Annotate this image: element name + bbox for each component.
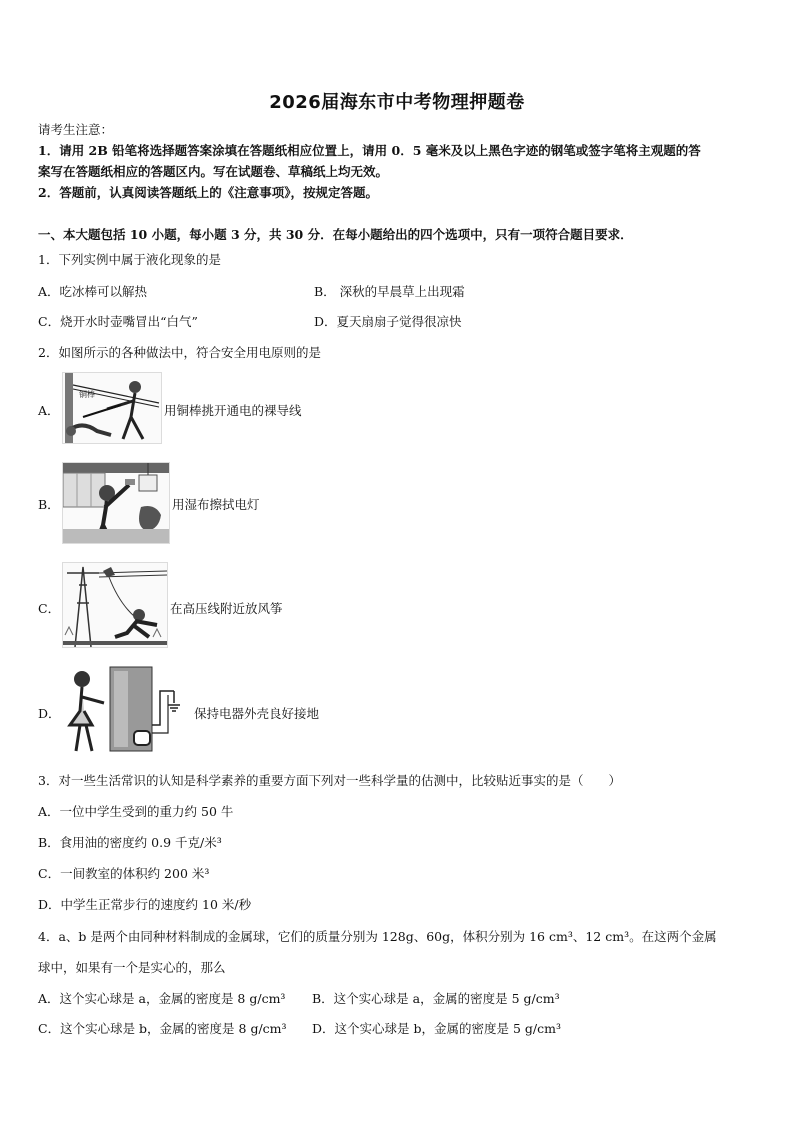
q4-stem-line-2: 球中，如果有一个是实心的，那么 [38, 960, 226, 975]
q1-option-d: D．夏天扇扇子觉得很凉快 [314, 314, 462, 329]
q4-stem-line-1: 4．a、b 是两个由同种材料制成的金属球，它们的质量分别为 128g、60g，体积分别为 16 cm³、12 cm³。在这两个金属 [38, 929, 717, 944]
q2-option-b-letter: B． [38, 497, 60, 512]
q2-option-a-letter: A． [38, 403, 60, 418]
q3-option-b: B．食用油的密度约 0.9 千克/米³ [38, 835, 222, 850]
page-title: 2026届海东市中考物理押题卷 [269, 92, 525, 113]
notice-heading: 请考生注意： [38, 122, 114, 137]
q1-option-c: C．烧开水时壶嘴冒出“白气” [38, 314, 198, 329]
q2-option-c-letter: C． [38, 601, 61, 616]
q1-option-a: A．吃冰棒可以解热 [38, 284, 148, 299]
section-heading: 一、本大题包括 10 小题，每小题 3 分，共 30 分．在每小题给出的四个选项中，只有一项符合题目要求． [38, 227, 633, 242]
notice-item-1-line-2: 案写在答题纸相应的答题区内。写在试题卷、草稿纸上均无效。 [38, 164, 389, 179]
q3-option-d: D．中学生正常步行的速度约 10 米/秒 [38, 897, 252, 912]
q1-option-b: B． 深秋的早晨草上出现霜 [314, 284, 465, 299]
q2-stem: 2．如图所示的各种做法中，符合安全用电原则的是 [38, 345, 321, 360]
q4-option-b: B．这个实心球是 a，金属的密度是 5 g/cm³ [312, 991, 560, 1006]
q2-option-c-image [62, 562, 168, 648]
q1-stem: 1．下列实例中属于液化现象的是 [38, 252, 221, 267]
q2-option-d-letter: D． [38, 706, 61, 721]
q2-option-d-image [62, 665, 192, 753]
q2-option-a-image [62, 372, 162, 444]
q4-option-c: C．这个实心球是 b，金属的密度是 8 g/cm³ [38, 1021, 287, 1036]
q2-option-a-text: 用铜棒挑开通电的裸导线 [164, 403, 302, 418]
q3-option-c: C．一间教室的体积约 200 米³ [38, 866, 210, 881]
notice-item-1-line-1: 1．请用 2B 铅笔将选择题答案涂填在答题纸相应位置上，请用 0．5 毫米及以上黑色字迹的钢笔或签字笔将主观题的答 [38, 143, 701, 158]
q4-option-d: D．这个实心球是 b，金属的密度是 5 g/cm³ [312, 1021, 561, 1036]
q2-option-a-image-label: 铜棒 [79, 390, 95, 399]
q4-option-a: A．这个实心球是 a，金属的密度是 8 g/cm³ [38, 991, 286, 1006]
q2-option-b-text: 用湿布擦拭电灯 [172, 497, 260, 512]
q2-option-b-image [62, 462, 170, 544]
q3-option-a: A．一位中学生受到的重力约 50 牛 [38, 804, 234, 819]
q3-stem: 3．对一些生活常识的认知是科学素养的重要方面下列对一些科学量的估测中，比较贴近事实的是（ ） [38, 773, 621, 788]
q2-option-d-text: 保持电器外壳良好接地 [194, 706, 320, 721]
q2-option-c-text: 在高压线附近放风筝 [170, 601, 283, 616]
notice-item-2: 2．答题前，认真阅读答题纸上的《注意事项》，按规定答题。 [38, 185, 378, 200]
